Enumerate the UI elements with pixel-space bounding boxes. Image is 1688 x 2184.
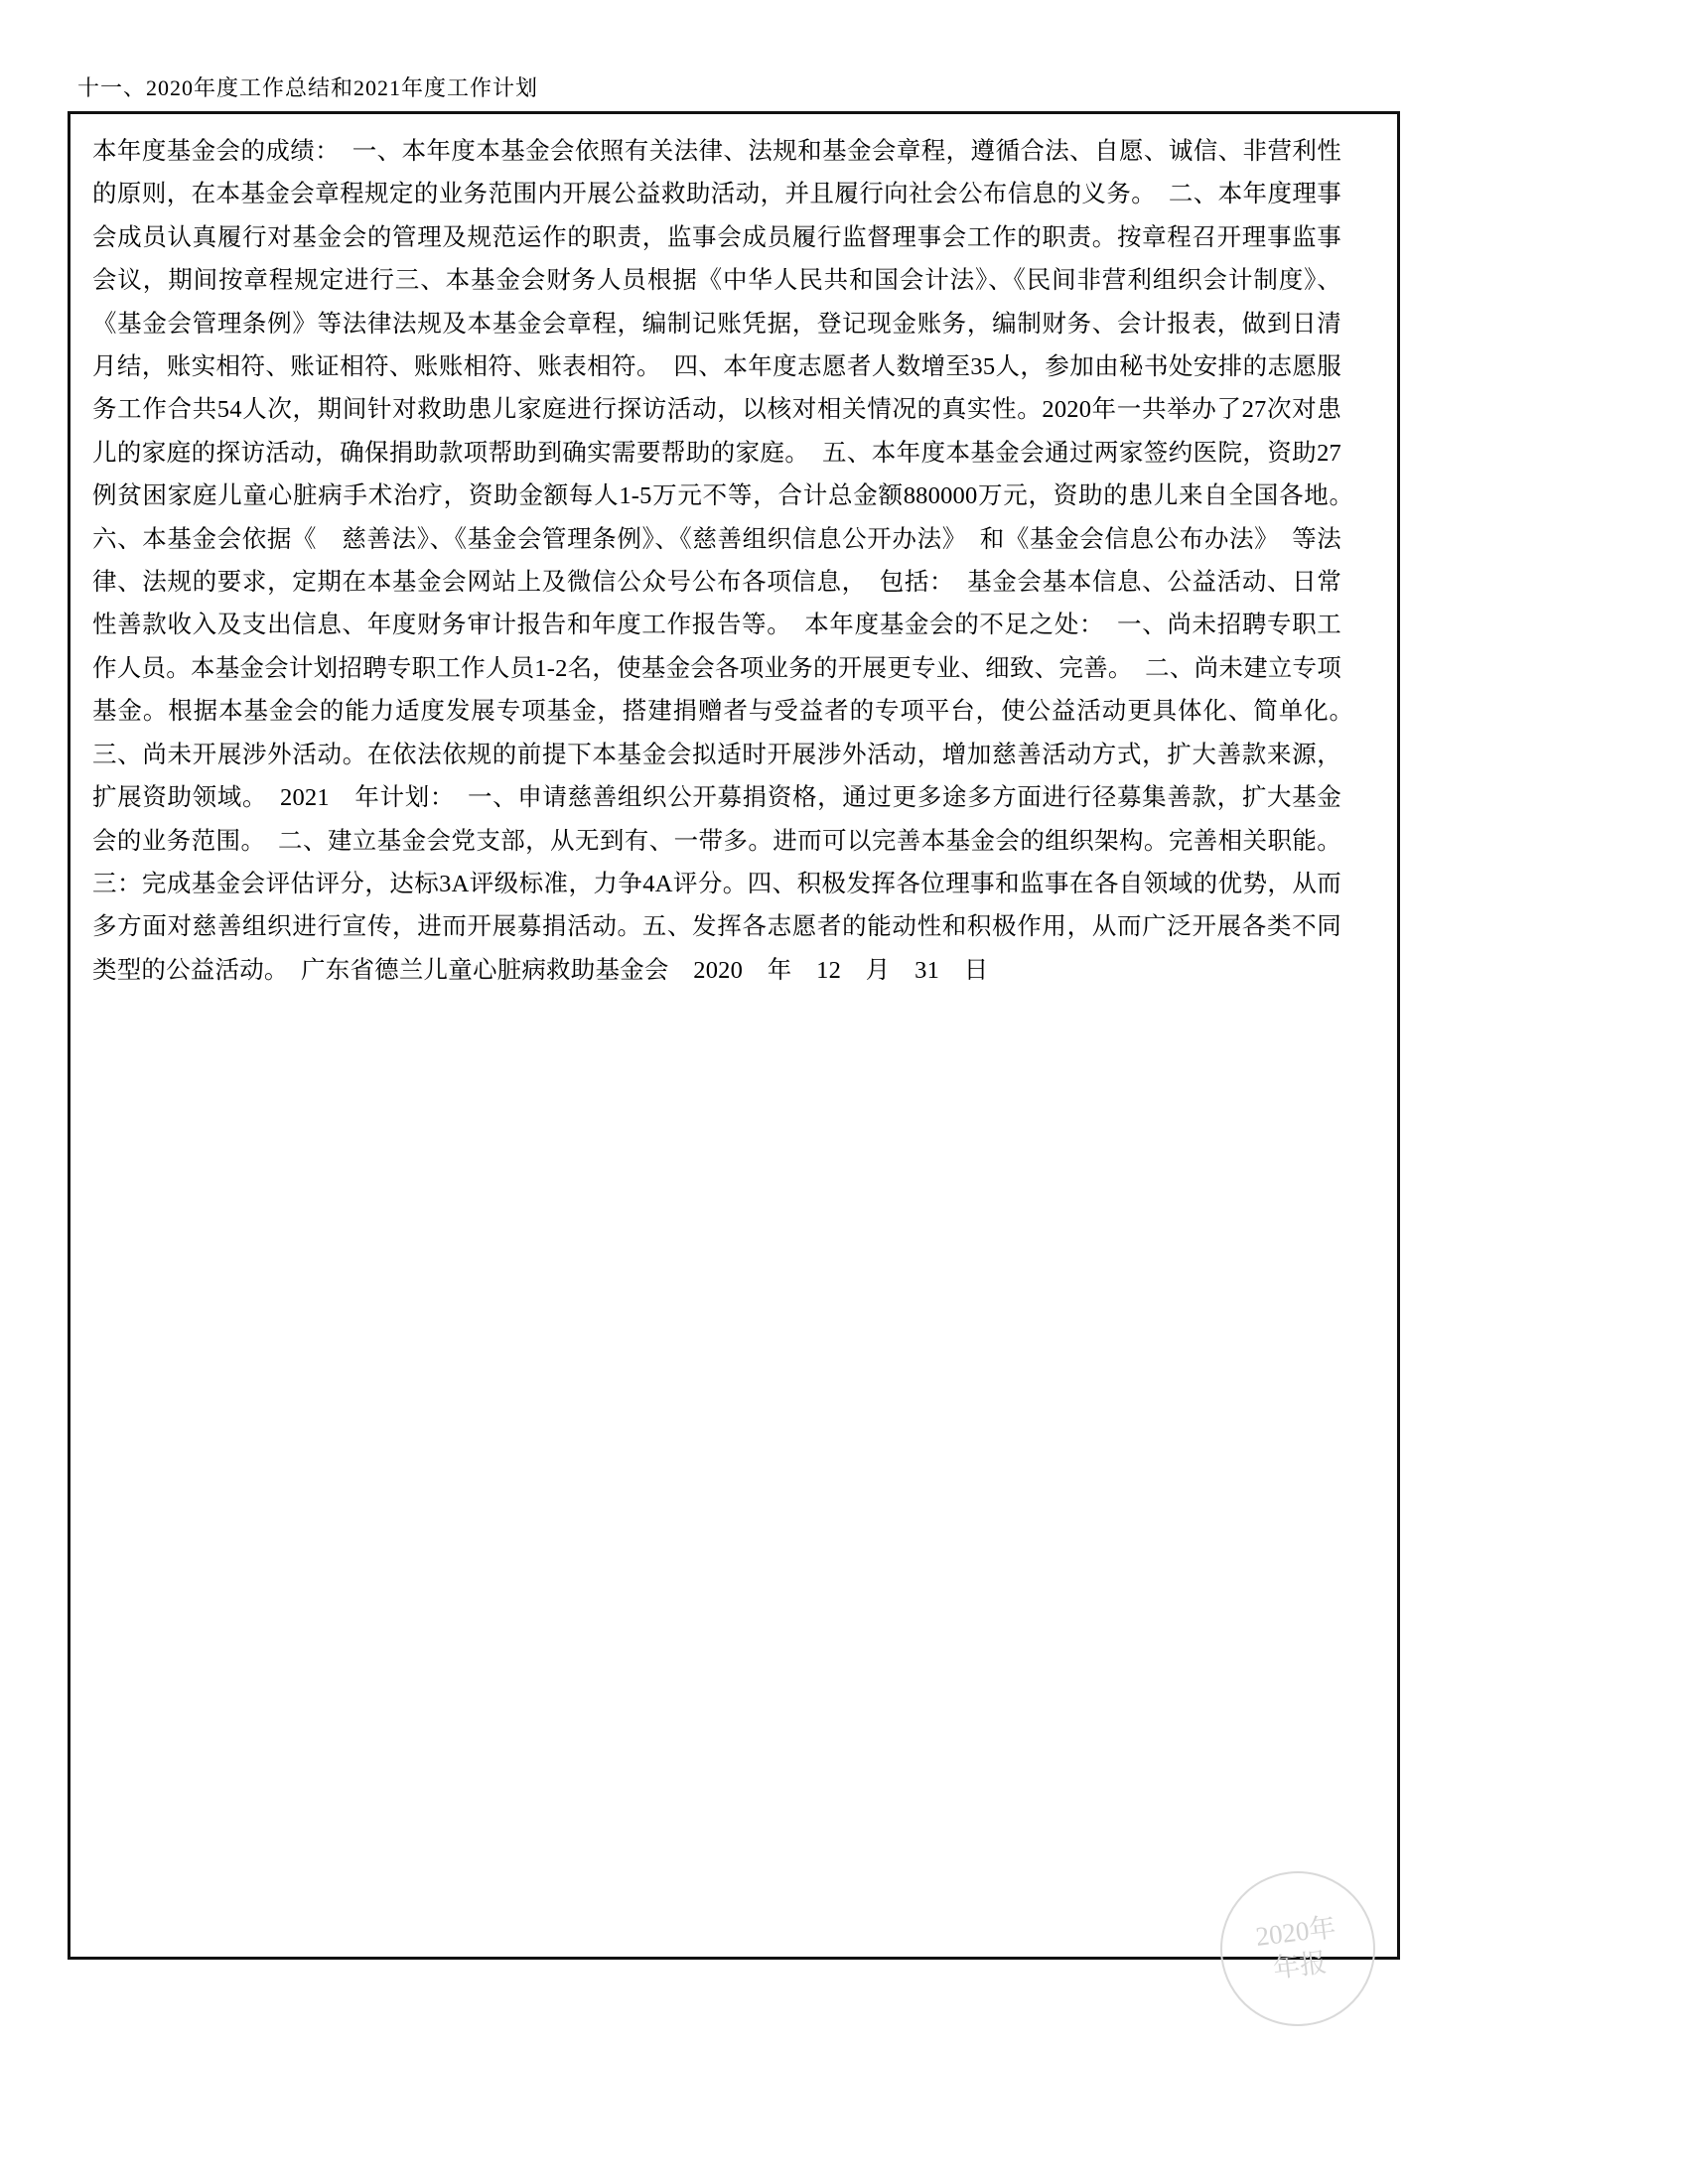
body-container [92,130,1366,992]
annual-report-watermark [1211,1862,1384,2035]
page-title: 十一、2020年度工作总结和2021年度工作计划 [77,75,539,100]
content-frame [68,111,1400,1984]
watermark-line-2: 年报 [1271,1947,1329,1984]
watermark-line-1: 2020年 [1253,1912,1337,1952]
report-body-text: 本年度基金会的成绩： 一、本年度本基金会依照有关法律、法规和基金会章程，遵循合法、自愿、诚信、非营利性的原则，在本基金会章程规定的业务范围内开展公益救助活动，并且履行向社会公布信息的义务。 二、本年度理事会成员认真履行对基金会的管理及规范运作的职责，监事会成员履行监督理事会工作的职责。按章程召开理事监事会议，期间按章程规定进行三、本基金会财务人员根据《中华人民共和国会计法》、《民间非营利组织会计制度》、《基金会管理条例》等法律法规及本基金会章程，编制记账凭据，登记现金账务，编制财务、会计报表，做到日清月结，账实相符、账证相符、账账相符、账表相符。 四、本年度志愿者人数增至35人，参加由秘书处安排的志愿服务工作合共54人次，期间针对救助患儿家庭进行探访活动，以核对相关情况的真实性。2020年一共举办了27次对患儿的家庭的探访活动，确保捐助款项帮助到确实需要帮助的家庭。 五、本年度本基金会通过两家签约医院，资助27例贫困家庭儿童心脏病手术治疗，资助金额每人1-5万元不等，合计总金额880000万元，资助的患儿来自全国各地。 六、本基金会依据《 慈善法》、《基金会管理条例》、《慈善组织信息公开办法》 和《基金会信息公布办法》 等法律、法规的要求，定期在本基金会网站上及微信公众号公布各项信息， 包括： 基金会基本信息、公益活动、日常性善款收入及支出信息、年度财务审计报告和年度工作报告等。 本年度基金会的不足之处： 一、尚未招聘专职工作人员。本基金会计划招聘专职工作人员1-2名，使基金会各项业务的开展更专业、细致、完善。 二、尚未建立专项基金。根据本基金会的能力适度发展专项基金，搭建捐赠者与受益者的专项平台，使公益活动更具体化、简单化。 三、尚未开展涉外活动。在依法依规的前提下本基金会拟适时开展涉外活动，增加慈善活动方式，扩大善款来源，扩展资助领域。 2021 年计划： 一、申请慈善组织公开募捐资格，通过更多途多方面进行径募集善款，扩大基金会的业务范围。 二、建立基金会党支部，从无到有、一带多。进而可以完善本基金会的组织架构。完善相关职能。三：完成基金会评估评分，达标3A评级标准，力争4A评分。四、积极发挥各位理事和监事在各自领域的优势，从而多方面对慈善组织进行宣传，进而开展募捐活动。五、发挥各志愿者的能动性和积极作用，从而广泛开展各类不同类型的公益活动。 广东省德兰儿童心脏病救助基金会 2020 年 12 月 31 日 [92,138,1366,984]
